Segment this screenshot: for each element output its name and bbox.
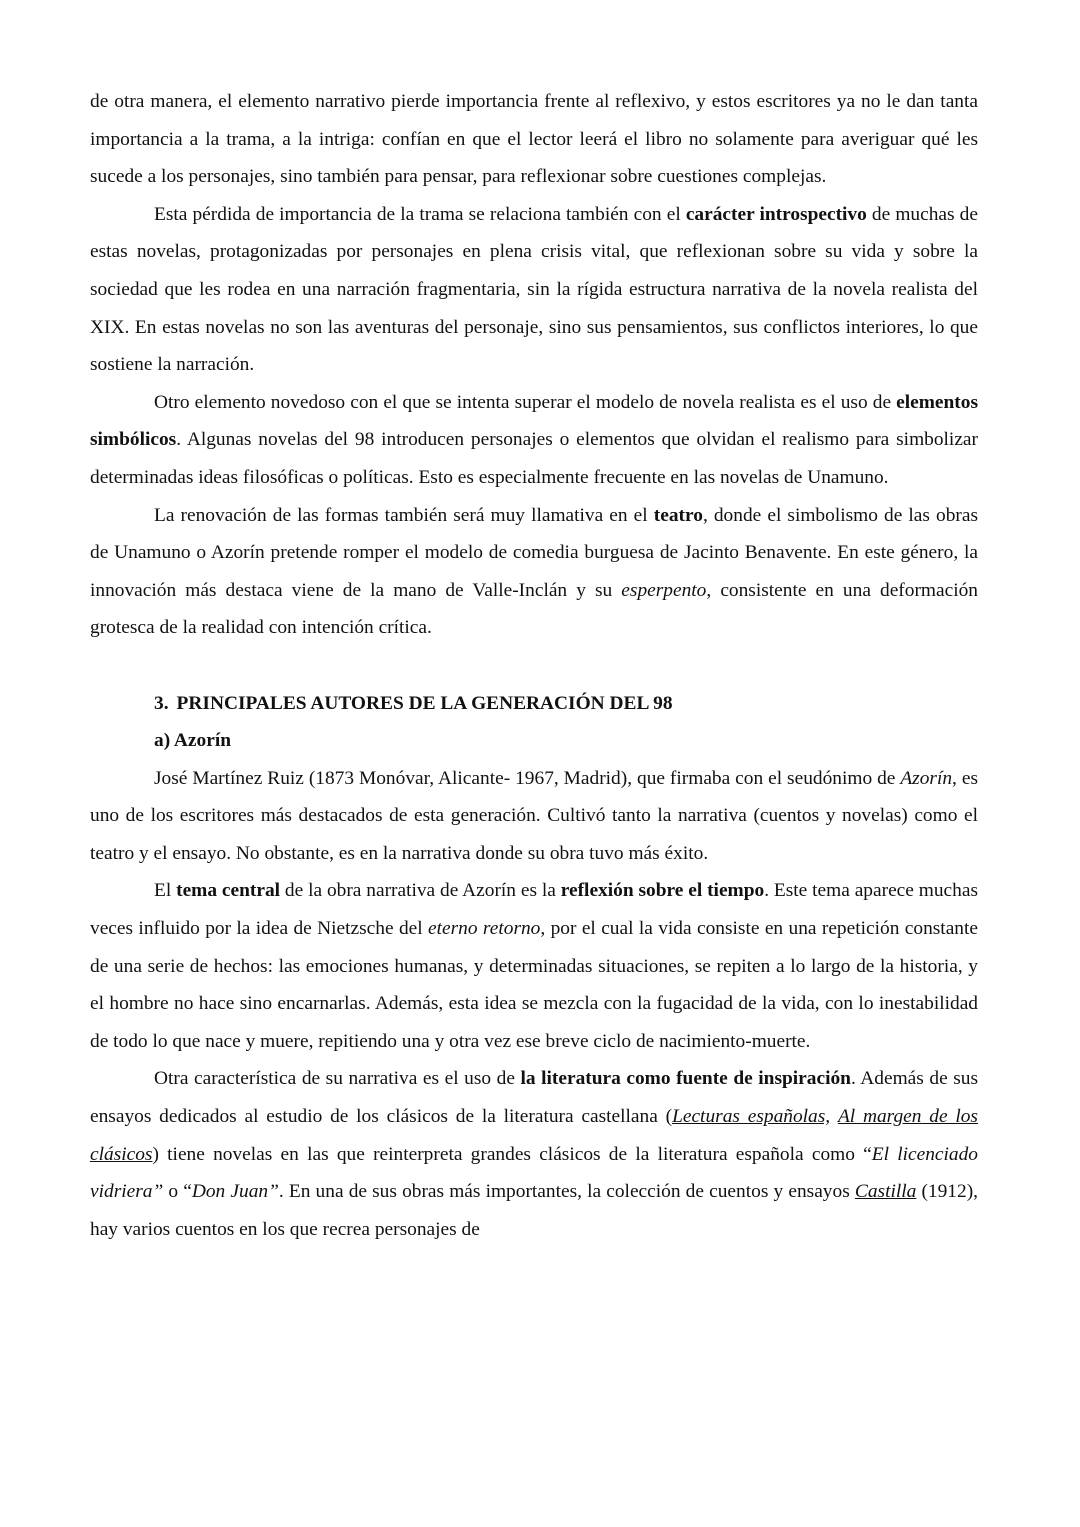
subsection-heading: a) Azorín: [154, 730, 232, 752]
bold-term: la literatura como fuente de inspiración: [520, 1068, 851, 1090]
italic-term: El licenciado vidriera”: [90, 1143, 978, 1203]
document-page: [90, 83, 978, 1248]
text-run: El: [154, 880, 177, 902]
text-run: o “: [163, 1181, 192, 1203]
text-run: de la obra narrativa de Azorín es la: [280, 880, 561, 902]
italic-term: Don Juan”: [191, 1181, 279, 1203]
text-run: Otra característica de su narrativa es el uso de: [154, 1068, 521, 1090]
section-title: PRINCIPALES AUTORES DE LA GENERACIÓN DEL 98: [176, 692, 673, 714]
text-run: . En una de sus obras más importantes, la colección de cuentos y ensayos: [278, 1181, 855, 1203]
text-run: [830, 1106, 838, 1127]
text-run: de otra manera, el elemento narrativo pierde importancia frente al reflexivo, y estos escritores ya no le dan tanta importancia a la trama, a la intriga: confían en que el lector leerá el libro no solamente para averiguar qué les sucede a los personajes, sino también para pensar, para reflexionar sobre cuestiones complejas.: [90, 91, 978, 188]
italic-term: esperpento: [621, 579, 707, 601]
text-run: La renovación de las formas también será muy llamativa en el: [154, 504, 654, 526]
bold-term: carácter introspectivo: [685, 203, 867, 225]
bold-term: reflexión sobre el tiempo: [560, 880, 765, 902]
italic-term: Azorín: [900, 767, 953, 789]
text-run: , es uno de los escritores más destacados de esta generación. Cultivó tanto la narrativa (cuentos y novelas) como el teatro y el ensayo. No obstante, es en la narrativa donde su obra tuvo más éxito.: [90, 767, 978, 864]
text-run: (1912), hay varios cuentos en los que recrea personajes de: [90, 1181, 978, 1240]
paragraph-tiempo: [90, 872, 978, 1060]
text-run: de muchas de estas novelas, protagonizadas por personajes en plena crisis vital, que reflexionan sobre su vida y sobre la sociedad que les rodea en una narración fragmentaria, sin la rígida estructura narrativa de la novela realista del XIX. En estas novelas no son las aventuras del personaje, sino sus pensamientos, sus conflictos interiores, lo que sostiene la narración.: [90, 203, 978, 376]
text-run: . Además de sus ensayos dedicados al estudio de los clásicos de la literatura castellana (: [90, 1068, 979, 1128]
bold-term: elementos simbólicos: [90, 391, 978, 451]
italic-term: eterno retorno: [428, 918, 541, 940]
bold-term: tema central: [176, 880, 281, 902]
book-title-castilla: Castilla: [854, 1181, 917, 1203]
section-heading: [154, 685, 978, 723]
paragraph-trama: [90, 83, 978, 196]
text-run: . Este tema aparece muchas veces influido por la idea de Nietzsche del: [90, 880, 978, 940]
paragraph-spacer: [90, 647, 978, 685]
section-number: 3.: [154, 692, 169, 714]
text-run: José Martínez Ruiz (1873 Monóvar, Alicante- 1967, Madrid), que firmaba con el seudónimo de: [154, 767, 901, 789]
text-run: ) tiene novelas en las que reinterpreta grandes clásicos de la literatura española como “: [152, 1143, 872, 1165]
paragraph-literatura: [90, 1060, 978, 1248]
book-title-lecturas-espanolas: Lecturas españolas,: [672, 1106, 831, 1128]
bold-term: teatro: [653, 504, 703, 526]
text-run: Esta pérdida de importancia de la trama se relaciona también con el: [154, 203, 686, 225]
paragraph-teatro: [90, 497, 978, 647]
paragraph-biografia: [90, 760, 978, 873]
paragraph-simbolicos: [90, 384, 978, 497]
text-run: . Algunas novelas del 98 introducen personajes o elementos que olvidan el realismo para simbolizar determinadas ideas filosóficas o políticas. Esto es especialmente frecuente en las novelas de Unamuno.: [90, 429, 978, 488]
text-run: Otro elemento novedoso con el que se intenta superar el modelo de novela realista es el uso de: [154, 391, 897, 413]
book-title-al-margen: Al margen de los clásicos: [90, 1106, 978, 1165]
text-run: , donde el simbolismo de las obras de Unamuno o Azorín pretende romper el modelo de comedia burguesa de Jacinto Benavente. En este género, la innovación más destaca viene de la mano de Valle-Inclán y su: [90, 504, 978, 601]
paragraph-introspectivo: [90, 196, 978, 384]
text-run: , consistente en una deformación grotesca de la realidad con intención crítica.: [90, 579, 978, 639]
text-run: , por el cual la vida consiste en una repetición constante de una serie de hechos: las emociones humanas, y determinadas situaciones, se repiten a lo largo de la historia, y el hombre no hace sino encarnarlas. Además, esta idea se mezcla con la fugacidad de la vida, con lo inestabilidad de todo lo que nace y muere, repitiendo una y otra vez ese breve ciclo de nacimiento-muerte.: [90, 918, 978, 1052]
